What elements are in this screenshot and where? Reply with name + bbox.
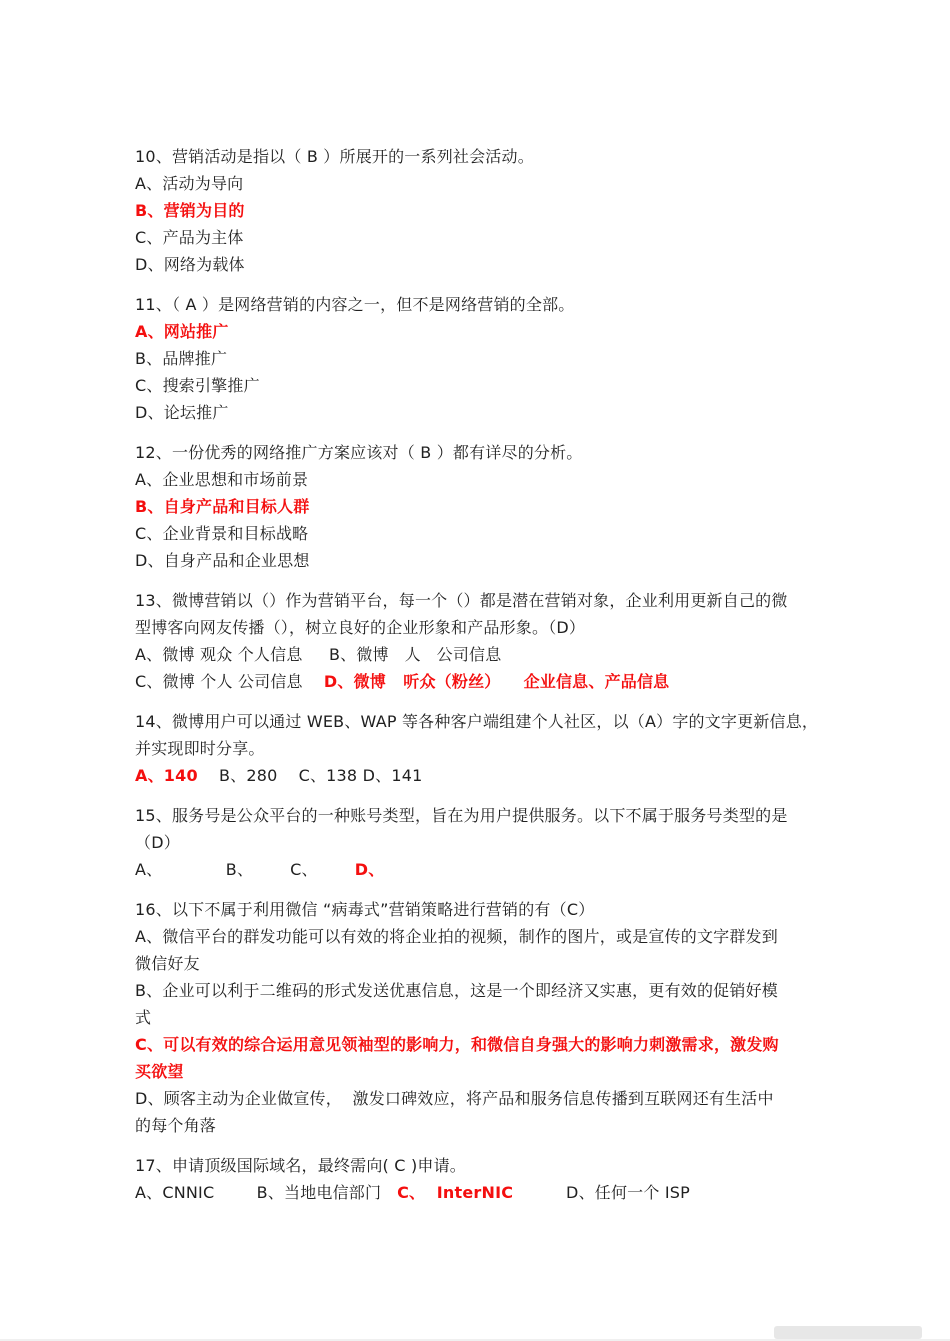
text-segment: D、任何一个 ISP <box>513 1183 690 1202</box>
question-13 <box>135 587 827 695</box>
text-segment: 12、一份优秀的网络推广方案应该对（ B ）都有详尽的分析。 <box>135 443 583 462</box>
option-line <box>135 668 827 695</box>
option-line-cont <box>135 1058 827 1085</box>
question-title <box>135 587 827 614</box>
question-17 <box>135 1152 827 1206</box>
watermark-badge <box>774 1326 922 1339</box>
option-line <box>135 372 827 399</box>
option-line <box>135 466 827 493</box>
question-16 <box>135 896 827 1139</box>
question-title <box>135 708 827 735</box>
option-line <box>135 493 827 520</box>
option-line <box>135 399 827 426</box>
option-line <box>135 170 827 197</box>
option-line <box>135 1085 827 1112</box>
answer-highlight: 买欲望 <box>135 1062 184 1081</box>
option-line <box>135 547 827 574</box>
option-line <box>135 251 827 278</box>
text-segment: 14、微博用户可以通过 WEB、WAP 等各种客户端组建个人社区，以（A）字的文字更新信息， <box>135 712 819 731</box>
text-segment: 16、以下不属于利用微信 “病毒式”营销策略进行营销的有（C） <box>135 900 595 919</box>
question-title-cont <box>135 735 827 762</box>
answer-highlight: B、自身产品和目标人群 <box>135 497 310 516</box>
option-line <box>135 345 827 372</box>
answer-highlight: C、可以有效的综合运用意见领袖型的影响力，和微信自身强大的影响力刺激需求，激发购 <box>135 1035 779 1054</box>
option-line <box>135 318 827 345</box>
quiz-document <box>135 143 827 1219</box>
answer-highlight: A、140 <box>135 766 198 785</box>
text-segment: 的每个角落 <box>135 1116 217 1135</box>
text-segment: C、搜索引擎推广 <box>135 376 260 395</box>
question-12 <box>135 439 827 574</box>
question-title-cont <box>135 614 827 641</box>
answer-highlight: D、 <box>354 860 385 879</box>
text-segment: D、论坛推广 <box>135 403 229 422</box>
text-segment: （D） <box>135 833 180 852</box>
option-line-cont <box>135 1004 827 1031</box>
text-segment: 型博客向网友传播（），树立良好的企业形象和产品形象。（D） <box>135 618 586 637</box>
text-segment: 微信好友 <box>135 954 200 973</box>
option-line <box>135 1031 827 1058</box>
option-line <box>135 197 827 224</box>
answer-highlight: C、 InterNIC <box>397 1183 514 1202</box>
text-segment: C、产品为主体 <box>135 228 244 247</box>
text-segment: 并实现即时分享。 <box>135 739 265 758</box>
question-14 <box>135 708 827 789</box>
question-title <box>135 896 827 923</box>
option-line <box>135 520 827 547</box>
text-segment: A、微博 观众 个人信息 B、微博 人 公司信息 <box>135 645 502 664</box>
text-segment: D、自身产品和企业思想 <box>135 551 310 570</box>
text-segment: 13、微博营销以（）作为营销平台，每一个（）都是潜在营销对象，企业利用更新自己的微 <box>135 591 788 610</box>
text-segment: D、顾客主动为企业做宣传， 激发口碑效应，将产品和服务信息传播到互联网还有生活中 <box>135 1089 774 1108</box>
text-segment: 11、（ A ）是网络营销的内容之一，但不是网络营销的全部。 <box>135 295 575 314</box>
option-line-cont <box>135 1112 827 1139</box>
text-segment: 15、服务号是公众平台的一种账号类型，旨在为用户提供服务。以下不属于服务号类型的是 <box>135 806 788 825</box>
option-line <box>135 923 827 950</box>
option-line <box>135 641 827 668</box>
answer-highlight: A、网站推广 <box>135 322 229 341</box>
text-segment: 10、营销活动是指以（ B ）所展开的一系列社会活动。 <box>135 147 534 166</box>
text-segment: B、企业可以利于二维码的形式发送优惠信息，这是一个即经济又实惠，更有效的促销好模 <box>135 981 778 1000</box>
option-line <box>135 1179 827 1206</box>
question-title <box>135 143 827 170</box>
text-segment: A、CNNIC B、当地电信部门 <box>135 1183 398 1202</box>
question-11 <box>135 291 827 426</box>
question-title <box>135 802 827 829</box>
option-line <box>135 762 827 789</box>
text-segment: A、活动为导向 <box>135 174 244 193</box>
option-line <box>135 977 827 1004</box>
option-line <box>135 224 827 251</box>
answer-highlight: B、营销为目的 <box>135 201 245 220</box>
option-line-cont <box>135 950 827 977</box>
question-title <box>135 1152 827 1179</box>
answer-highlight: D、微博 听众（粉丝） 企业信息、产品信息 <box>323 672 670 691</box>
text-segment: 17、申请顶级国际域名，最终需向( C )申请。 <box>135 1156 466 1175</box>
question-15 <box>135 802 827 883</box>
text-segment: 式 <box>135 1008 152 1027</box>
text-segment: B、品牌推广 <box>135 349 228 368</box>
question-10 <box>135 143 827 278</box>
option-line <box>135 856 827 883</box>
question-title <box>135 291 827 318</box>
text-segment: A、微信平台的群发功能可以有效的将企业拍的视频，制作的图片，或是宣传的文字群发到 <box>135 927 778 946</box>
text-segment: A、企业思想和市场前景 <box>135 470 309 489</box>
text-segment: B、280 C、138 D、141 <box>197 766 423 785</box>
text-segment: C、微博 个人 公司信息 <box>135 672 324 691</box>
text-segment: D、网络为载体 <box>135 255 245 274</box>
text-segment: C、企业背景和目标战略 <box>135 524 309 543</box>
text-segment: A、 B、 C、 <box>135 860 355 879</box>
question-title-cont <box>135 829 827 856</box>
question-title <box>135 439 827 466</box>
